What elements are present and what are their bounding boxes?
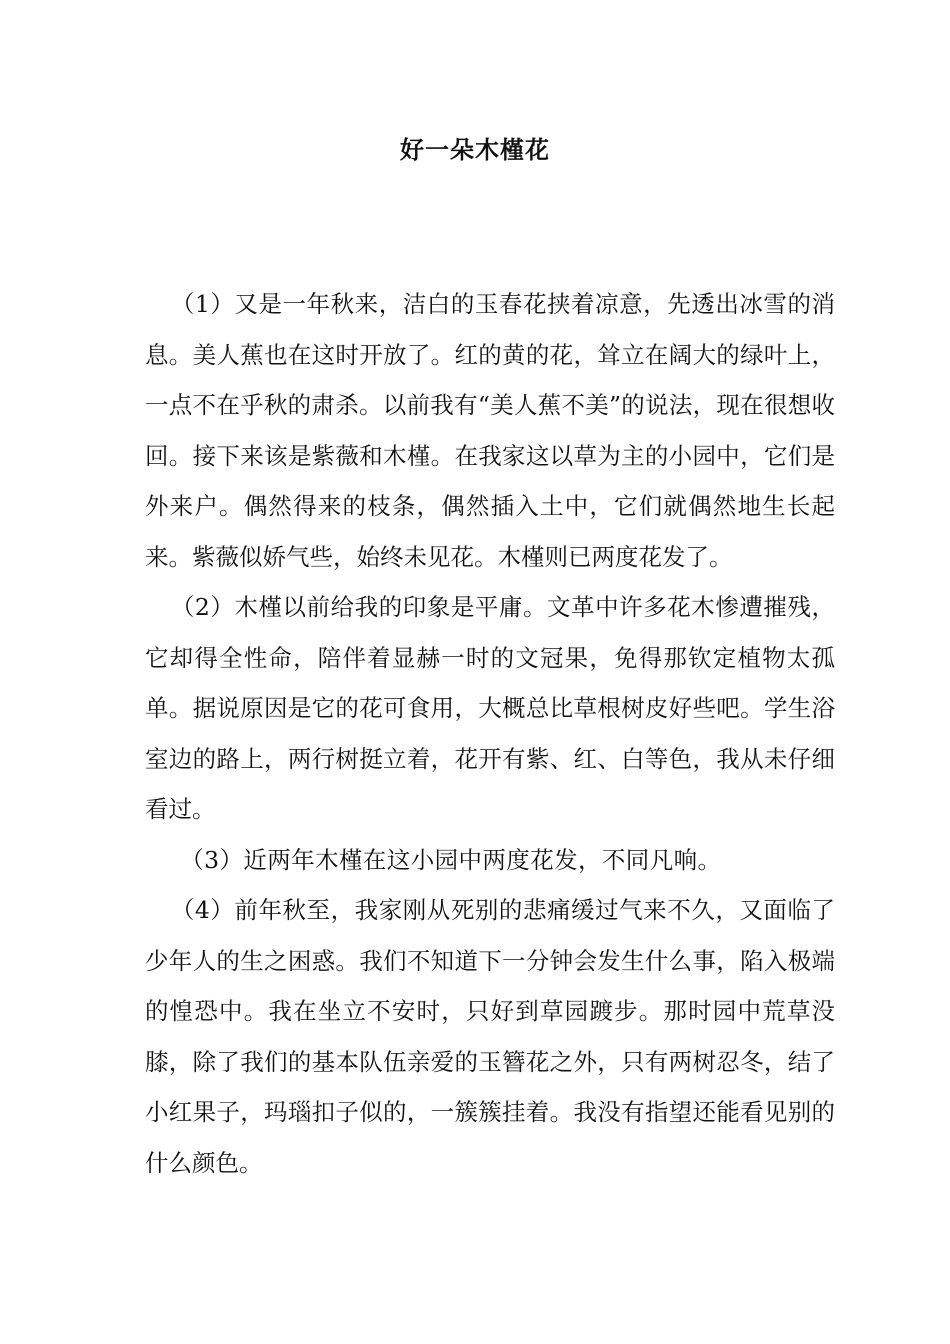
- paragraph-1: （1）又是一年秋来，洁白的玉春花挟着凉意，先透出冰雪的消息。美人蕉也在这时开放了。红的黄的花，耸立在阔大的绿叶上，一点不在乎秋的肃杀。以前我有“美人蕉不美”的说法，现在很想收回。接下来该是紫薇和木槿。在我家这以草为主的小园中，它们是外来户。偶然得来的枝条，偶然插入土中，它们就偶然地生长起来。紫薇似娇气些，始终未见花。木槿则已两度花发了。: [145, 290, 835, 571]
- paragraph-2: （2）木槿以前给我的印象是平庸。文革中许多花木惨遭摧残，它却得全性命，陪伴着显赫一时的文冠果，免得那钦定植物太孤单。据说原因是它的花可食用，大概总比草根树皮好些吧。学生浴室边的路上，两行树挺立着，花开有紫、红、白等色，我从未仔细看过。: [145, 593, 835, 823]
- paragraph-4: （4）前年秋至，我家刚从死别的悲痛缓过气来不久，又面临了少年人的生之困惑。我们不知道下一分钟会发生什么事，陷入极端的惶恐中。我在坐立不安时，只好到草园踱步。那时园中荒草没膝，除了我们的基本队伍亲爱的玉簪花之外，只有两树忍冬，结了小红果子，玛瑙扣子似的，一簇簇挂着。我没有指望还能看见别的什么颜色。: [145, 896, 835, 1177]
- paragraph-3: （3）近两年木槿在这小园中两度花发，不同凡响。: [180, 845, 722, 874]
- document-title: 好一朵木槿花: [400, 135, 550, 164]
- document-body: [145, 279, 835, 1188]
